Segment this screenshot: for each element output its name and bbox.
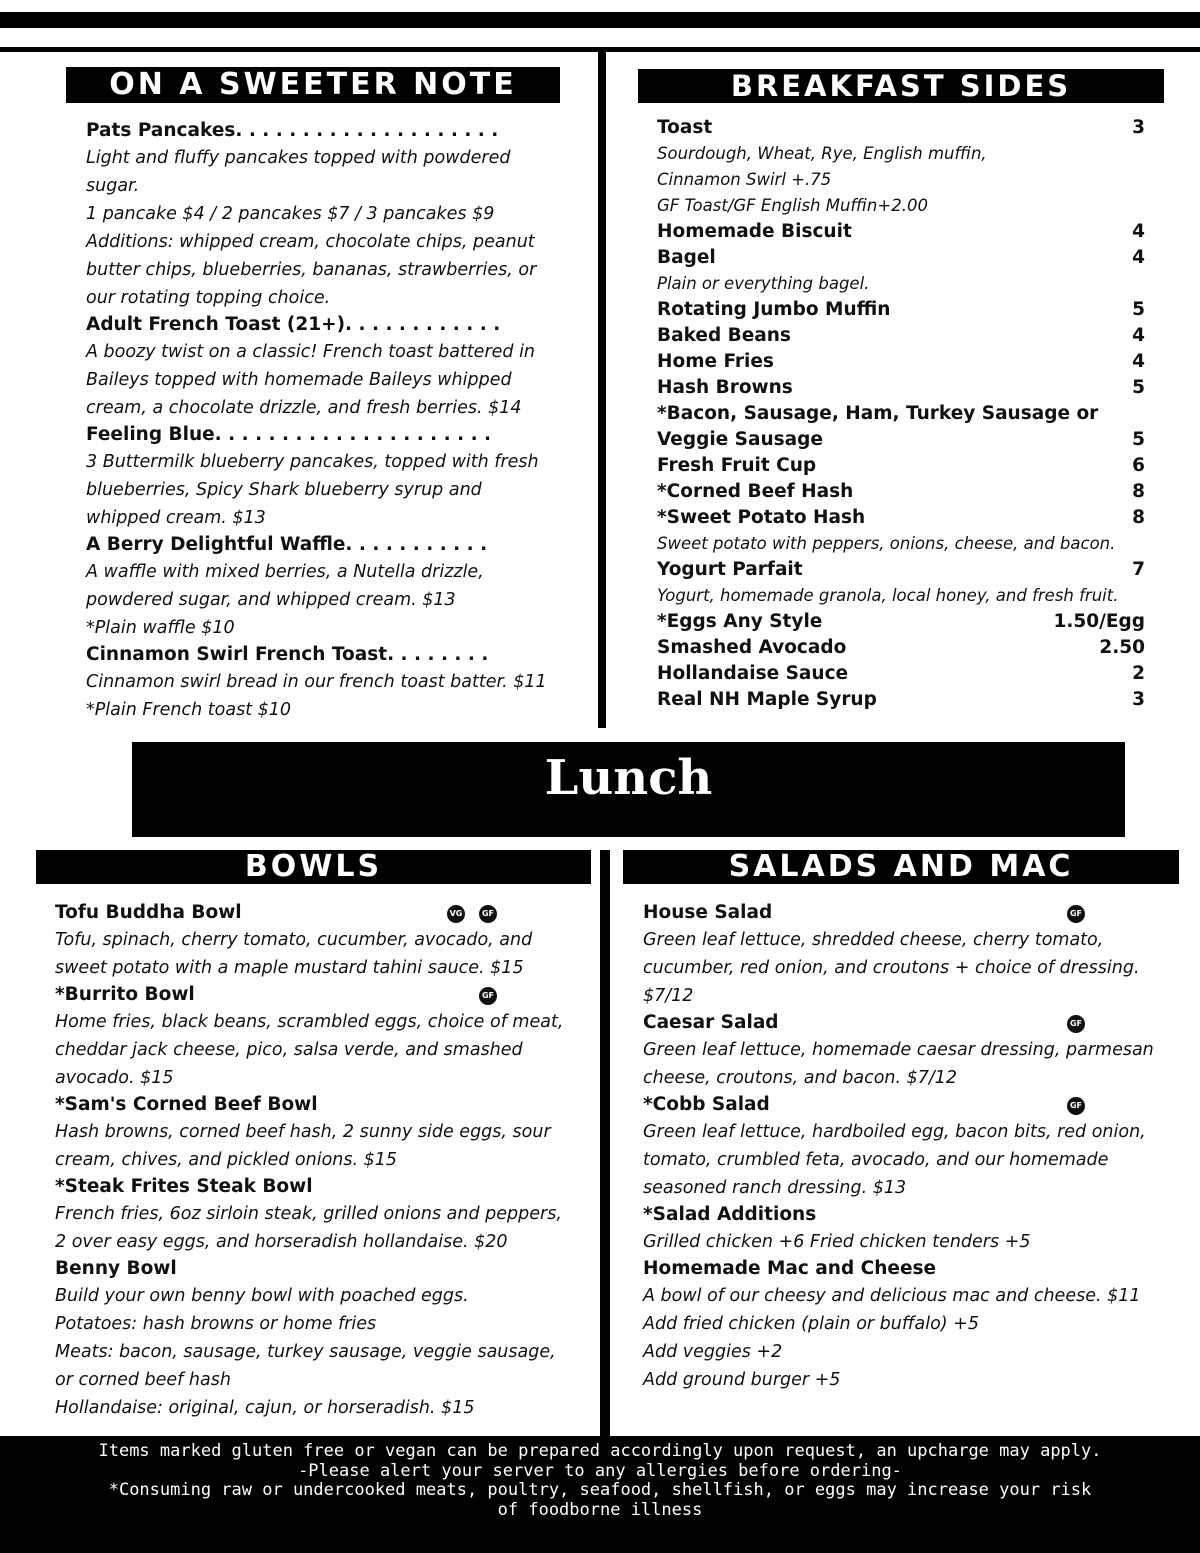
menu-item [55, 1256, 580, 1422]
salads-header: SALADS AND MAC [623, 850, 1179, 884]
lunch-title: Lunch [544, 750, 713, 806]
menu-item-price: 4 [1132, 351, 1145, 372]
footer-line-4: of foodborne illness [497, 1499, 703, 1520]
menu-item [657, 557, 1145, 609]
gf-badge-icon: GF [1067, 1097, 1085, 1115]
menu-item-description: blueberries, Spicy Shark blueberry syrup and [86, 480, 482, 500]
menu-item-description: A waffle with mixed berries, a Nutella drizzle, [86, 562, 484, 582]
menu-item-price: 6 [1132, 455, 1145, 476]
menu-item [86, 312, 576, 422]
footer-line-3: *Consuming raw or undercooked meats, poultry, seafood, shellfish, or eggs may increase your risk [108, 1480, 1092, 1500]
menu-item [657, 323, 1145, 349]
menu-item-name: Homemade Mac and Cheese [643, 1258, 937, 1279]
menu-item-name: A Berry Delightful Waffle. . . . . . . . . . . [86, 534, 488, 555]
menu-item-name: Benny Bowl [55, 1258, 177, 1279]
menu-item-price: 5 [1132, 377, 1145, 398]
menu-item [86, 422, 576, 532]
menu-item-name: Smashed Avocado [657, 637, 847, 658]
menu-item-description: Baileys topped with homemade Baileys whipped [86, 370, 512, 390]
menu-item [643, 1256, 1163, 1394]
menu-item-description: Add fried chicken (plain or buffalo) +5 [643, 1314, 979, 1334]
menu-item-description: Add veggies +2 [643, 1342, 783, 1362]
menu-item-description: seasoned ranch dressing. $13 [643, 1178, 907, 1198]
menu-item-name: Hash Browns [657, 377, 793, 398]
menu-item [657, 375, 1145, 401]
menu-item-name: Cinnamon Swirl French Toast. . . . . . . . [86, 644, 489, 665]
menu-item-description: 1 pancake $4 / 2 pancakes $7 / 3 pancakes $9 [86, 204, 495, 224]
column-divider-bottom [600, 850, 610, 1436]
menu-item-description: A boozy twist on a classic! French toast battered in [86, 342, 536, 362]
menu-item-price: 8 [1132, 507, 1145, 528]
menu-item-description: sweet potato with a maple mustard tahini sauce. $15 [55, 958, 524, 978]
menu-item [86, 532, 576, 642]
menu-item-description: Hash browns, corned beef hash, 2 sunny side eggs, sour [55, 1122, 551, 1142]
menu-item-description: Meats: bacon, sausage, turkey sausage, veggie sausage, [55, 1342, 556, 1362]
menu-item [657, 505, 1145, 557]
menu-item-description: *Plain French toast $10 [86, 700, 292, 720]
menu-item-description: Home fries, black beans, scrambled eggs, choice of meat, [55, 1012, 564, 1032]
menu-item [643, 900, 1163, 1010]
menu-item-description: Tofu, spinach, cherry tomato, cucumber, avocado, and [55, 930, 533, 950]
menu-item-name: *Sweet Potato Hash [657, 507, 866, 528]
lunch-banner [132, 742, 1125, 837]
menu-item-description: Hollandaise: original, cajun, or horseradish. $15 [55, 1398, 475, 1418]
sweeter-list [86, 118, 576, 724]
menu-item-description: Green leaf lettuce, shredded cheese, cherry tomato, [643, 930, 1104, 950]
menu-item-price: 3 [1132, 117, 1145, 138]
menu-item-description: or corned beef hash [55, 1370, 231, 1390]
menu-item-name: *Burrito Bowl [55, 984, 195, 1005]
top-border [0, 12, 1200, 28]
menu-item-name: Feeling Blue. . . . . . . . . . . . . . . . . . . . . [86, 424, 492, 445]
sweeter-header: ON A SWEETER NOTE [66, 67, 560, 103]
menu-item-name: Yogurt Parfait [657, 559, 803, 580]
menu-item-description: *Plain waffle $10 [86, 618, 235, 638]
menu-item-name: Fresh Fruit Cup [657, 455, 817, 476]
menu-item [657, 453, 1145, 479]
menu-item [657, 635, 1145, 661]
menu-item-name: Bagel [657, 247, 716, 268]
sides-list [657, 115, 1145, 713]
menu-item-description: cheese, croutons, and bacon. $7/12 [643, 1068, 958, 1088]
menu-item [657, 427, 1145, 453]
menu-item [643, 1092, 1163, 1202]
menu-item-price: 2 [1132, 663, 1145, 684]
menu-item-description: Light and fluffy pancakes topped with powdered [86, 148, 511, 168]
menu-item-name: Rotating Jumbo Muffin [657, 299, 891, 320]
menu-item-price: 4 [1132, 325, 1145, 346]
menu-item-description: Cinnamon Swirl +.75 [657, 170, 832, 189]
menu-item [657, 219, 1145, 245]
menu-item-name: *Bacon, Sausage, Ham, Turkey Sausage or [657, 403, 1099, 424]
menu-item [657, 609, 1145, 635]
menu-item-description: Sourdough, Wheat, Rye, English muffin, [657, 144, 987, 163]
menu-item-description: tomato, crumbled feta, avocado, and our homemade [643, 1150, 1109, 1170]
menu-item-description: cheddar jack cheese, pico, salsa verde, and smashed [55, 1040, 523, 1060]
menu-item-name: Homemade Biscuit [657, 221, 852, 242]
gf-badge-icon: GF [1067, 905, 1085, 923]
menu-item [657, 115, 1145, 219]
footer-notice [0, 1436, 1200, 1553]
footer-line-2: -Please alert your server to any allergies before ordering- [298, 1460, 902, 1481]
vg-badge-icon: VG [447, 905, 465, 923]
menu-item-description: Green leaf lettuce, hardboiled egg, bacon bits, red onion, [643, 1122, 1146, 1142]
menu-item-name: *Cobb Salad [643, 1094, 770, 1115]
menu-item-description: cream, chives, and pickled onions. $15 [55, 1150, 398, 1170]
gf-badge-icon: GF [1067, 1015, 1085, 1033]
menu-item-price: 5 [1132, 429, 1145, 450]
menu-item-name: Toast [657, 117, 713, 138]
footer-line-1: Items marked gluten free or vegan can be prepared accordingly upon request, an upcharge may apply. [98, 1441, 1102, 1461]
menu-item [55, 1092, 580, 1174]
menu-item [55, 1174, 580, 1256]
menu-item-description: Cinnamon swirl bread in our french toast batter. $11 [86, 672, 547, 692]
menu-item-description: Grilled chicken +6 Fried chicken tenders +5 [643, 1232, 1031, 1252]
gf-badge-icon: GF [479, 905, 497, 923]
menu-item-name: Adult French Toast (21+). . . . . . . . . . . . [86, 314, 501, 335]
menu-item-name: Veggie Sausage [657, 429, 823, 450]
menu-item-price: 4 [1132, 247, 1145, 268]
menu-item-description: our rotating topping choice. [86, 288, 331, 308]
menu-item-name: *Steak Frites Steak Bowl [55, 1176, 313, 1197]
sides-header: BREAKFAST SIDES [638, 69, 1164, 103]
menu-item-description: cucumber, red onion, and croutons + choice of dressing. [643, 958, 1140, 978]
menu-item-name: House Salad [643, 902, 773, 923]
menu-item-price: 4 [1132, 221, 1145, 242]
menu-item-description: $7/12 [643, 986, 694, 1006]
menu-item-name: *Corned Beef Hash [657, 481, 854, 502]
menu-item-description: avocado. $15 [55, 1068, 174, 1088]
menu-item-description: sugar. [86, 176, 140, 196]
menu-item [55, 982, 580, 1092]
menu-item-price: 2.50 [1099, 637, 1145, 658]
menu-item-description: A bowl of our cheesy and delicious mac and cheese. $11 [643, 1286, 1141, 1306]
menu-item-description: 3 Buttermilk blueberry pancakes, topped with fresh [86, 452, 539, 472]
menu-item-name: Hollandaise Sauce [657, 663, 849, 684]
menu-item-price: 1.50/Egg [1053, 611, 1145, 632]
bowls-list [55, 900, 580, 1422]
menu-item-description: 2 over easy eggs, and horseradish hollandaise. $20 [55, 1232, 508, 1252]
menu-item-description: powdered sugar, and whipped cream. $13 [86, 590, 456, 610]
menu-item-name: Baked Beans [657, 325, 791, 346]
menu-item-name: *Eggs Any Style [657, 611, 823, 632]
menu-item-description: Yogurt, homemade granola, local honey, and fresh fruit. [657, 586, 1119, 605]
menu-item [657, 661, 1145, 687]
menu-item-price: 7 [1132, 559, 1145, 580]
menu-item-name: Pats Pancakes. . . . . . . . . . . . . . . . . . . . [86, 120, 499, 141]
gf-badge-icon: GF [479, 987, 497, 1005]
menu-item-description: French fries, 6oz sirloin steak, grilled onions and peppers, [55, 1204, 562, 1224]
menu-item-description: cream, a chocolate drizzle, and fresh berries. $14 [86, 398, 522, 418]
menu-item [86, 118, 576, 312]
menu-item-description: Add ground burger +5 [643, 1370, 841, 1390]
menu-item [657, 479, 1145, 505]
bowls-header: BOWLS [36, 850, 591, 884]
menu-item-name: *Sam's Corned Beef Bowl [55, 1094, 318, 1115]
menu-item-description: butter chips, blueberries, bananas, strawberries, or [86, 260, 537, 280]
menu-item-name: Real NH Maple Syrup [657, 689, 877, 710]
menu-item-price: 8 [1132, 481, 1145, 502]
menu-item [657, 297, 1145, 323]
menu-item [657, 687, 1145, 713]
menu-item-name: Home Fries [657, 351, 774, 372]
menu-item [86, 642, 576, 724]
menu-item [55, 900, 580, 982]
menu-item [657, 401, 1145, 427]
menu-item-description: GF Toast/GF English Muffin+2.00 [657, 196, 928, 215]
menu-item-name: Tofu Buddha Bowl [55, 902, 242, 923]
menu-item-description: Potatoes: hash browns or home fries [55, 1314, 377, 1334]
menu-item-price: 5 [1132, 299, 1145, 320]
menu-item [643, 1202, 1163, 1256]
menu-item-name: *Salad Additions [643, 1204, 817, 1225]
menu-item [657, 349, 1145, 375]
menu-item [657, 245, 1145, 297]
salads-list [643, 900, 1163, 1394]
menu-item-description: Plain or everything bagel. [657, 274, 870, 293]
column-divider-top [598, 52, 606, 728]
menu-item-description: Build your own benny bowl with poached eggs. [55, 1286, 469, 1306]
menu-item-description: Sweet potato with peppers, onions, cheese, and bacon. [657, 534, 1116, 553]
menu-item-description: whipped cream. $13 [86, 508, 266, 528]
menu-item-description: Additions: whipped cream, chocolate chips, peanut [86, 232, 535, 252]
menu-item-name: Caesar Salad [643, 1012, 779, 1033]
menu-item-description: Green leaf lettuce, homemade caesar dressing, parmesan [643, 1040, 1154, 1060]
menu-item-price: 3 [1132, 689, 1145, 710]
menu-item [643, 1010, 1163, 1092]
